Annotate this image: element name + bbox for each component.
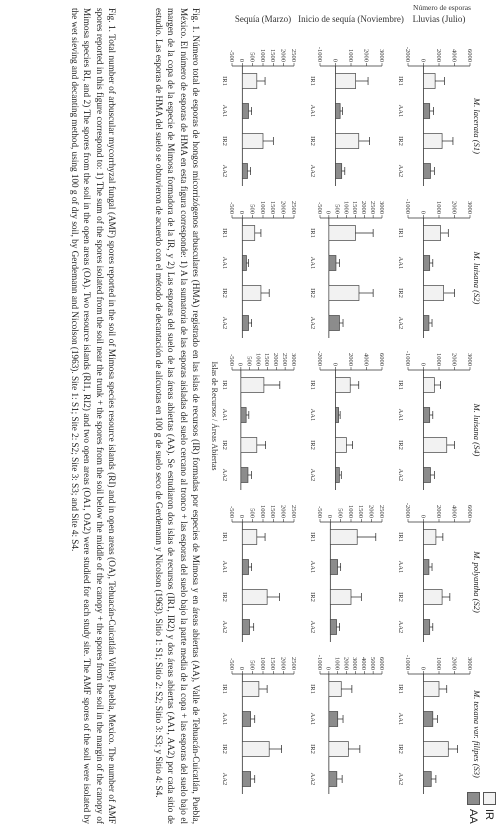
legend-swatch-aa [467, 792, 480, 805]
bar [336, 134, 359, 149]
bar [242, 104, 248, 119]
bar [424, 438, 447, 453]
y-tick-label: 500 [333, 204, 341, 214]
bar [424, 164, 431, 179]
x-tick-label: AA2 [397, 164, 404, 178]
x-tick-label: AA2 [221, 620, 228, 634]
y-tick-label: 6000 [465, 49, 473, 62]
x-tick-label: AA2 [221, 316, 228, 330]
x-tick-label: AA2 [221, 468, 228, 482]
y-tick-label: 0 [238, 514, 246, 518]
x-tick-label: IR2 [221, 136, 228, 146]
y-tick-label: 2500 [289, 201, 297, 214]
bar [241, 438, 257, 453]
bar [329, 226, 356, 241]
x-tick-label: AA1 [221, 712, 228, 726]
x-tick-label: AA2 [397, 468, 404, 482]
y-tick-label: 2000 [367, 505, 375, 518]
bar [242, 742, 269, 757]
y-tick-label: 2500 [368, 201, 376, 214]
x-tick-label: AA1 [221, 408, 228, 422]
y-tick-label: 1000 [342, 201, 350, 214]
legend-item-aa [467, 792, 480, 824]
bar [424, 590, 443, 605]
y-tick-label: 0 [419, 210, 427, 214]
y-tick-label: 2500 [289, 49, 297, 62]
x-tick-label: AA2 [221, 164, 228, 178]
x-tick-label: AA2 [309, 164, 316, 178]
x-tick-label: AA2 [309, 772, 316, 786]
y-tick-label: 2000 [279, 505, 287, 518]
y-tick-label: 2500 [289, 505, 297, 518]
y-tick-label: 1000 [254, 353, 262, 366]
y-tick-label: 6000 [465, 505, 473, 518]
bar [241, 408, 246, 423]
y-tick-label: 4000 [362, 353, 370, 366]
y-tick-label: -2000 [315, 350, 323, 366]
y-tick-label: 2000 [342, 657, 350, 670]
panel-title: M. luisana (S4) [472, 403, 482, 457]
bar [242, 164, 247, 179]
y-tick-label: 1500 [357, 505, 365, 518]
bar [242, 316, 248, 331]
bar [242, 772, 250, 787]
legend-item-ir [483, 792, 496, 820]
bar [242, 74, 256, 89]
bar [329, 316, 340, 331]
y-tick-label: 0 [419, 58, 427, 62]
y-tick-label: 3000 [465, 201, 473, 214]
y-tick-label: 3000 [465, 657, 473, 670]
y-tick-label: 3000 [465, 353, 473, 366]
y-tick-label: 1500 [269, 657, 277, 670]
bar [424, 530, 436, 545]
y-tick-label: -2000 [403, 502, 411, 518]
bar [424, 378, 435, 393]
x-tick-label: AA1 [221, 104, 228, 118]
bar [242, 286, 261, 301]
bar [329, 742, 348, 757]
y-tick-label: 3000 [377, 201, 385, 214]
x-tick-label: AA1 [397, 408, 404, 422]
y-tick-label: -1000 [315, 46, 323, 62]
x-tick-label: AA2 [397, 316, 404, 330]
x-tick-label: AA2 [309, 620, 316, 634]
bar [424, 104, 430, 119]
y-tick-label: 2000 [346, 353, 354, 366]
bar [336, 378, 351, 393]
x-tick-label: IR1 [221, 532, 228, 542]
y-tick-label: 0 [331, 362, 339, 366]
y-tick-label: -500 [315, 202, 323, 214]
y-tick-label: 6000 [377, 353, 385, 366]
x-tick-label: IR1 [221, 684, 228, 694]
x-tick-label: IR1 [221, 228, 228, 238]
y-tick-label: 2000 [272, 353, 280, 366]
bar [330, 530, 357, 545]
y-tick-label: 2000 [450, 201, 458, 214]
bar [241, 378, 264, 393]
bar [330, 590, 351, 605]
bar [242, 560, 248, 575]
x-tick-label: IR2 [397, 136, 404, 146]
y-tick-label: 5000 [368, 657, 376, 670]
y-tick-label: 3000 [289, 353, 297, 366]
y-tick-label: 2000 [450, 657, 458, 670]
bar [336, 408, 339, 423]
y-tick-label: -500 [227, 202, 235, 214]
y-tick-label: 1000 [434, 353, 442, 366]
bar [424, 620, 430, 635]
x-tick-label: IR2 [309, 744, 316, 754]
x-tick-label: AA1 [221, 256, 228, 270]
x-tick-label: AA1 [397, 104, 404, 118]
y-tick-label: 2000 [279, 657, 287, 670]
bar [330, 560, 337, 575]
y-tick-label: 1000 [258, 657, 266, 670]
bar [336, 438, 347, 453]
bar [424, 682, 440, 697]
y-tick-label: 500 [245, 356, 253, 366]
x-tick-label: AA2 [397, 772, 404, 786]
bar [330, 620, 336, 635]
y-tick-label: 500 [336, 508, 344, 518]
y-tick-label: 1500 [351, 201, 359, 214]
y-tick-label: 1000 [346, 49, 354, 62]
y-tick-label: 0 [236, 362, 244, 366]
bar [424, 560, 429, 575]
y-tick-label: 0 [419, 362, 427, 366]
y-tick-label: 3000 [377, 49, 385, 62]
bar [329, 256, 336, 271]
x-tick-label: AA2 [309, 468, 316, 482]
bar [424, 226, 441, 241]
y-tick-label: 1000 [333, 657, 341, 670]
bar [424, 468, 431, 483]
y-axis-label: Número de esporas [413, 3, 471, 12]
y-tick-label: 2000 [434, 505, 442, 518]
bar [424, 286, 444, 301]
x-tick-label: IR2 [397, 592, 404, 602]
bar [424, 742, 449, 757]
bar [242, 620, 249, 635]
y-tick-label: 1000 [258, 201, 266, 214]
bar [336, 164, 342, 179]
y-tick-label: 3000 [351, 657, 359, 670]
x-tick-label: IR2 [397, 744, 404, 754]
y-tick-label: 1500 [269, 201, 277, 214]
bar [336, 104, 341, 119]
legend-swatch-ir [483, 792, 496, 805]
y-tick-label: 2500 [280, 353, 288, 366]
y-tick-label: 2000 [360, 201, 368, 214]
y-tick-label: 0 [331, 58, 339, 62]
bar [242, 226, 254, 241]
caption-english: Fig. 1. Total number of arbuscular mycorrhyzal fungal (AMF) spores reported in the soil of Mimosa species resource islands (RI) and in open areas (OA), Tehuacán-Cuicatlán Valley, Puebla, Mexico. The number of AMF spores reported in this figure correspond to: 1) The sum of the spores isolated from the soil near the trunk + the spores from the soil below the middle of the canopy + the spores from the soil in the margin of the canopy of Mimosa species RI, and 2) The spores from the soil in the open areas (OA). Two resource islands (RI1, RI2) and two open areas (OA1, OA2) were studied for each study site. The AMF spores of the soil were isolated by the wet sieving and decanting method, using 100 g of dry soil, by Gerdemann and Nicolson (1963). Site 1: S1; Site 2: S2; Site 3: S3; and Site 4: S4. [69, 8, 117, 824]
bar [329, 772, 337, 787]
legend-label-ir: IR [483, 809, 496, 820]
bar [424, 712, 433, 727]
y-tick-label: 0 [324, 666, 332, 670]
bar [242, 682, 259, 697]
x-tick-label: IR1 [309, 532, 316, 542]
x-tick-label: IR2 [221, 288, 228, 298]
x-tick-label: AA1 [309, 104, 316, 118]
x-tick-label: IR2 [221, 592, 228, 602]
y-tick-label: 2500 [377, 505, 385, 518]
bar [424, 256, 430, 271]
x-tick-label: IR1 [397, 76, 404, 86]
y-tick-label: 500 [248, 660, 256, 670]
bar [424, 74, 436, 89]
x-tick-label: AA1 [397, 560, 404, 574]
row-label: Lluvias (Julio) [412, 14, 466, 24]
y-tick-label: 0 [419, 666, 427, 670]
y-tick-label: -1000 [315, 654, 323, 670]
y-tick-label: 1000 [434, 201, 442, 214]
x-tick-label: AA1 [397, 256, 404, 270]
x-axis-label: Islas de Recursos / Áreas Abiertas [210, 361, 219, 471]
x-tick-label: AA2 [309, 316, 316, 330]
y-tick-label: 1000 [258, 505, 266, 518]
x-tick-label: IR2 [397, 440, 404, 450]
x-tick-label: IR2 [221, 744, 228, 754]
bar [242, 134, 263, 149]
y-tick-label: 1000 [346, 505, 354, 518]
x-tick-label: IR1 [397, 684, 404, 694]
y-tick-label: 500 [248, 204, 256, 214]
x-tick-label: IR1 [309, 228, 316, 238]
x-tick-label: AA1 [221, 560, 228, 574]
bar [242, 712, 250, 727]
y-tick-label: 2000 [279, 49, 287, 62]
y-tick-label: -2000 [403, 46, 411, 62]
x-tick-label: AA1 [309, 408, 316, 422]
y-tick-label: 0 [419, 514, 427, 518]
y-tick-label: 0 [238, 58, 246, 62]
y-tick-label: -500 [315, 506, 323, 518]
bar [336, 74, 356, 89]
bar [242, 256, 246, 271]
bar [424, 316, 429, 331]
x-tick-label: IR2 [309, 288, 316, 298]
y-tick-label: 1500 [269, 505, 277, 518]
x-tick-label: IR2 [397, 288, 404, 298]
y-tick-label: 1000 [434, 657, 442, 670]
y-tick-label: 1500 [269, 49, 277, 62]
y-tick-label: -500 [227, 354, 235, 366]
x-tick-label: IR1 [397, 532, 404, 542]
y-tick-label: 6000 [377, 657, 385, 670]
x-tick-label: IR1 [309, 76, 316, 86]
y-tick-label: -1000 [403, 198, 411, 214]
x-tick-label: AA2 [397, 620, 404, 634]
y-tick-label: 1000 [258, 49, 266, 62]
x-tick-label: IR2 [221, 440, 228, 450]
row-label: Inicio de sequía (Noviembre) [298, 14, 404, 24]
bar [329, 286, 359, 301]
panel-title: M. texana var. filipes (S3) [472, 690, 482, 778]
x-tick-label: AA1 [397, 712, 404, 726]
bar [242, 590, 267, 605]
y-tick-label: -500 [227, 658, 235, 670]
panel-title: M. luisana (S2) [472, 251, 482, 305]
x-tick-label: AA2 [221, 772, 228, 786]
bar [336, 468, 340, 483]
legend-label-aa: AA [467, 809, 480, 824]
x-tick-label: IR1 [309, 380, 316, 390]
y-tick-label: 2000 [434, 49, 442, 62]
bar [424, 408, 430, 423]
x-tick-label: IR1 [397, 380, 404, 390]
bar [242, 530, 256, 545]
row-label: Sequía (Marzo) [234, 14, 292, 24]
y-tick-label: 2000 [279, 201, 287, 214]
x-tick-label: IR2 [309, 136, 316, 146]
y-tick-label: 0 [326, 514, 334, 518]
y-tick-label: 2500 [289, 657, 297, 670]
bar [329, 712, 338, 727]
x-tick-label: AA1 [309, 712, 316, 726]
x-tick-label: AA1 [309, 560, 316, 574]
x-tick-label: IR1 [309, 684, 316, 694]
y-tick-label: 500 [248, 508, 256, 518]
y-tick-label: 2000 [362, 49, 370, 62]
y-tick-label: 500 [248, 52, 256, 62]
x-tick-label: AA1 [309, 256, 316, 270]
panel-title: M. polyantha (S2) [472, 551, 482, 613]
y-tick-label: 0 [238, 666, 246, 670]
y-tick-label: 4000 [450, 49, 458, 62]
y-tick-label: -500 [227, 506, 235, 518]
y-tick-label: 2000 [450, 353, 458, 366]
y-tick-label: 0 [324, 210, 332, 214]
x-tick-label: IR2 [309, 440, 316, 450]
y-tick-label: 4000 [450, 505, 458, 518]
x-tick-label: IR1 [221, 76, 228, 86]
x-tick-label: IR1 [221, 380, 228, 390]
y-tick-label: 4000 [360, 657, 368, 670]
y-tick-label: 0 [238, 210, 246, 214]
y-tick-label: -1000 [403, 350, 411, 366]
x-tick-label: IR2 [309, 592, 316, 602]
bar [241, 468, 248, 483]
y-tick-label: 1500 [263, 353, 271, 366]
y-tick-label: -500 [227, 50, 235, 62]
panel-title: M. lacerata (S1) [472, 98, 482, 154]
y-tick-label: -1000 [403, 654, 411, 670]
bar [329, 682, 341, 697]
bar [424, 772, 432, 787]
caption-spanish: Fig. 1. Número total de esporas de hongos micorrizógenos arbusculares (HMA) registrado en las islas de recursos (IR) formadas por especies de Mimosa y en áreas abiertas (AA), Valle de Tehuacán-Cuicatlán, Puebla, México. El número de esporas de HMA en esta figura corresponde: 1) A la sumatoria de las esporas aisladas del suelo cercano al tronco + las esporas del suelo bajo la parte media de la copa + las esporas del suelo bajo el margen de la copa de la especie de Mimosa formadora de la IR, y 2) Las esporas del suelo de las áreas abiertas (AA). Se estudiaron dos islas de recursos (IR1, IR2) y dos áreas abiertas (AA1, AA2) por cada sitio de estudio. Las esporas de HMA del suelo se obtuvieron de acuerdo con el método de decantación de alícuotas en 100 g de suelo seco de Gerdemann y Nicolson (1963). Sitio 1: S1; Sitio 2: S2; Sitio 3: S3; y Sitio 4: S4. [153, 8, 201, 824]
x-tick-label: IR1 [397, 228, 404, 238]
bar [424, 134, 443, 149]
